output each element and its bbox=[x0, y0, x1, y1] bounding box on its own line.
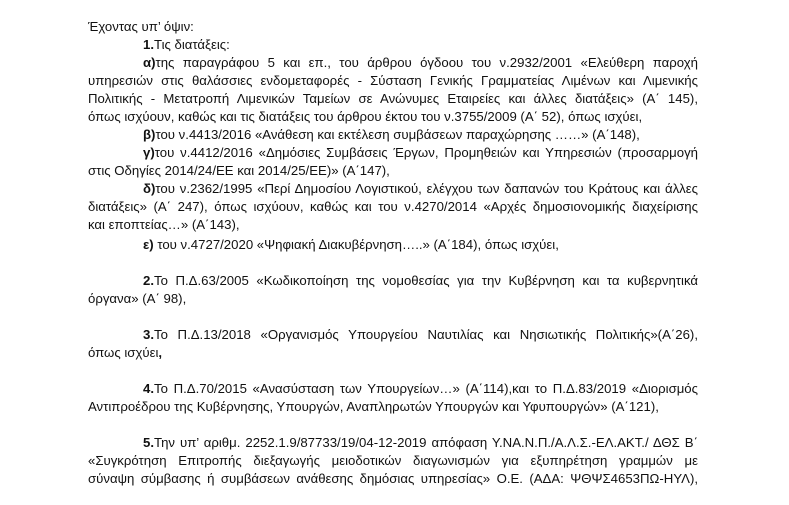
item-e-line-1 bbox=[143, 236, 559, 254]
section-3-line-1 bbox=[143, 326, 698, 344]
section-1-heading bbox=[143, 36, 230, 54]
section-2-line-2: όργανα» (Α΄ 98), bbox=[88, 291, 187, 306]
item-d-line-2: διατάξεις» (Α΄ 247), όπως ισχύουν, καθώς και του ν.4270/2014 «Αρχές δημοσιονομικής διαχείρισης bbox=[88, 199, 698, 214]
item-b-line-1 bbox=[143, 126, 640, 144]
section-4-line-1-text: Το Π.Δ.70/2015 «Ανασύσταση των Υπουργείων…» (Α΄114),και το Π.Δ.83/2019 «Διορισμός bbox=[154, 381, 698, 396]
item-e-letter: ε) bbox=[143, 237, 154, 252]
item-e-line-1-text: του ν.4727/2020 «Ψηφιακή Διακυβέρνηση…..» (Α΄184), όπως ισχύει, bbox=[153, 237, 559, 252]
section-2-line-1 bbox=[143, 272, 698, 290]
section-5-line-1-text: Την υπ’ αριθμ. 2252.1.9/87733/19/04-12-2019 απόφαση Υ.ΝΑ.Ν.Π./Α.Λ.Σ.-ΕΛ.ΑΚΤ./ ΔΘΣ Β΄ bbox=[154, 435, 698, 450]
section-5-line-2: «Συγκρότηση Επιτροπής διεξαγωγής μειοδοτικών διαγωνισμών για εξυπηρέτηση γραμμών με bbox=[88, 453, 698, 468]
item-d-letter: δ) bbox=[143, 181, 156, 196]
item-a-line-3: Πολιτικής - Μετατροπή Λιμενικών Ταμείων σε Ανώνυμες Εταιρείες και άλλες διατάξεις» (Α΄ 145), bbox=[88, 91, 698, 106]
item-d-line-1 bbox=[143, 180, 698, 198]
item-c-letter: γ) bbox=[143, 145, 155, 160]
item-a-line-1 bbox=[143, 54, 698, 72]
item-a-line-2: υπηρεσιών στις θαλάσσιες ενδομεταφορές - Σύσταση Γενικής Γραμματείας Λιμένων και Λιμενικής bbox=[88, 73, 698, 88]
item-b-line-1-text: του ν.4413/2016 «Ανάθεση και εκτέλεση συμβάσεων παραχώρησης ……» (Α΄148), bbox=[155, 127, 640, 142]
section-4-line-1 bbox=[143, 380, 698, 398]
section-1-number: 1. bbox=[143, 37, 154, 52]
item-a-letter: α) bbox=[143, 55, 156, 70]
item-c-line-1 bbox=[143, 144, 698, 162]
section-3-number: 3. bbox=[143, 327, 154, 342]
item-a-line-1-text: της παραγράφου 5 και επ., του άρθρου όγδοου του ν.2932/2001 «Ελεύθερη παροχή bbox=[155, 55, 698, 70]
item-d-line-3: και εποπτείας…» (Α΄143), bbox=[88, 217, 240, 232]
item-c-line-1-text: του ν.4412/2016 «Δημόσιες Συμβάσεις Έργων, Προμηθειών και Υπηρεσιών (προσαρμογή bbox=[154, 145, 698, 160]
section-4-line-2: Αντιπροέδρου της Κυβέρνησης, Υπουργών, Αναπληρωτών Υπουργών και Υφυπουργών» (Α΄121), bbox=[88, 399, 659, 414]
section-5-line-3: σύναψη σύμβασης ή συμβάσεων ανάθεσης δημόσιας υπηρεσίας» Ο.Ε. (ΑΔΑ: ΨΘΨΣ4653ΠΩ-ΗΥΛ), bbox=[88, 471, 698, 486]
section-3-line-1-text: Το Π.Δ.13/2018 «Οργανισμός Υπουργείου Ναυτιλίας και Νησιωτικής Πολιτικής»(Α΄26), bbox=[154, 327, 698, 342]
intro-text: Έχοντας υπ’ όψιν: bbox=[88, 19, 194, 34]
section-5-number: 5. bbox=[143, 435, 154, 450]
section-3-line-2-end: , bbox=[158, 345, 163, 360]
item-a-line-4: όπως ισχύουν, καθώς και τις διατάξεις του άρθρου έκτου του ν.3755/2009 (Α΄ 52), όπως ισχύει, bbox=[88, 109, 643, 124]
section-3-line-2-text: όπως ισχύει bbox=[88, 345, 159, 360]
item-b-letter: β) bbox=[143, 127, 156, 142]
section-5-line-1 bbox=[143, 434, 698, 452]
section-4-number: 4. bbox=[143, 381, 154, 396]
section-3-line-2 bbox=[88, 344, 162, 362]
item-d-line-1-text: του ν.2362/1995 «Περί Δημοσίου Λογιστικού, ελέγχου των δαπανών του Κράτους και άλλες bbox=[155, 181, 698, 196]
item-c-line-2: στις Οδηγίες 2014/24/ΕΕ και 2014/25/ΕΕ)» (Α΄147), bbox=[88, 163, 390, 178]
section-2-line-1-text: Το Π.Δ.63/2005 «Κωδικοποίηση της νομοθεσίας για την Κυβέρνηση και τα κυβερνητικά bbox=[154, 273, 698, 288]
section-2-number: 2. bbox=[143, 273, 154, 288]
section-1-title: Τις διατάξεις: bbox=[154, 37, 230, 52]
